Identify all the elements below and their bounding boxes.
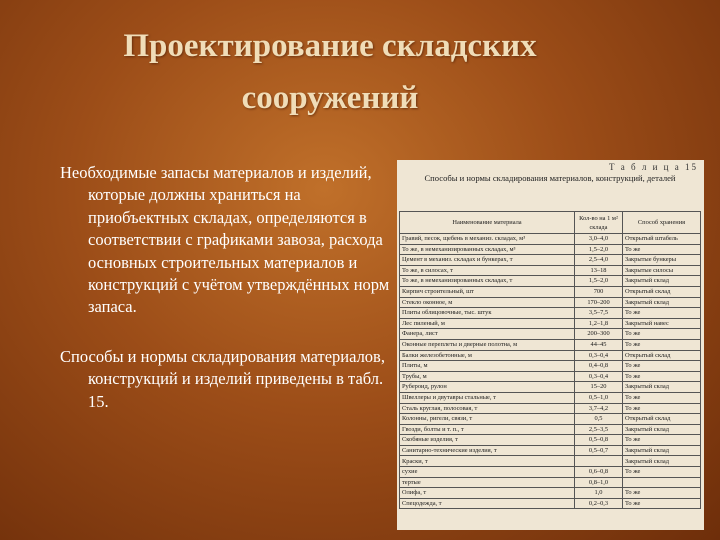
cell-storage-method: То же [623,371,701,382]
cell-material: Колонны, ригели, связи, т [400,414,575,425]
table-row [400,382,701,393]
cell-quantity: 170–200 [575,297,623,308]
title-line-2: сооружений [241,80,419,116]
cell-quantity: 0,6–0,8 [575,467,623,478]
cell-quantity: 0,5–1,0 [575,392,623,403]
cell-quantity: 13–18 [575,265,623,276]
table-row [400,350,701,361]
cell-storage-method: Закрытые бункеры [623,255,701,266]
cell-quantity: 0,8–1,0 [575,477,623,488]
cell-material: То же, в немеханизированных складах, т [400,276,575,287]
cell-storage-method: Открытый штабель [623,234,701,245]
cell-storage-method: То же [623,498,701,509]
cell-quantity: 0,2–0,3 [575,498,623,509]
cell-storage-method: Открытый склад [623,414,701,425]
cell-quantity: 1,5–2,0 [575,276,623,287]
cell-material: Плиты, м [400,361,575,372]
table-body [400,234,701,509]
cell-storage-method: То же [623,488,701,499]
cell-storage-method [623,477,701,488]
cell-quantity: 200–300 [575,329,623,340]
cell-quantity: 0,3–0,4 [575,371,623,382]
table-row [400,286,701,297]
body-text [60,162,390,440]
table-row [400,371,701,382]
cell-storage-method: То же [623,435,701,446]
cell-material: Лес пиленый, м [400,318,575,329]
header-storage-method: Способ хранения [623,212,701,234]
table-header-row [400,212,701,234]
cell-quantity: 3,5–7,5 [575,308,623,319]
cell-material: Скобяные изделия, т [400,435,575,446]
cell-material: То же, в силосах, т [400,265,575,276]
table-row [400,456,701,467]
table-row [400,318,701,329]
cell-material: Краски, т [400,456,575,467]
cell-quantity: 2,5–4,0 [575,255,623,266]
table-row [400,339,701,350]
table-row [400,276,701,287]
cell-storage-method: То же [623,339,701,350]
cell-storage-method: То же [623,392,701,403]
cell-quantity: 0,3–0,4 [575,350,623,361]
cell-storage-method: Закрытый склад [623,276,701,287]
table-row [400,308,701,319]
table-row [400,488,701,499]
cell-quantity: 2,5–3,5 [575,424,623,435]
cell-storage-method: Закрытый склад [623,445,701,456]
cell-quantity: 1,2–1,8 [575,318,623,329]
table-row [400,329,701,340]
table-row [400,424,701,435]
table-row [400,477,701,488]
cell-storage-method: То же [623,361,701,372]
cell-material: Гравий, песок, щебень в механиз. складах, м³ [400,234,575,245]
cell-material: Фанера, лист [400,329,575,340]
cell-material: Рубероид, рулон [400,382,575,393]
cell-quantity: 3,0–4,0 [575,234,623,245]
table-row [400,392,701,403]
cell-material: Спецодежда, т [400,498,575,509]
cell-material: Балки железобетонные, м [400,350,575,361]
table-row [400,445,701,456]
cell-quantity: 1,0 [575,488,623,499]
cell-material: Олифа, т [400,488,575,499]
cell-quantity: 0,5 [575,414,623,425]
cell-quantity: 44–45 [575,339,623,350]
header-material: Наименование материала [400,212,575,234]
cell-quantity: 700 [575,286,623,297]
cell-quantity: 0,5–0,8 [575,435,623,446]
cell-material: Стекло оконное, м [400,297,575,308]
cell-quantity: 1,5–2,0 [575,244,623,255]
cell-material: Оконные переплеты и дверные полотна, м [400,339,575,350]
cell-material: Швеллеры и двутавры стальные, т [400,392,575,403]
paragraph-1: Необходимые запасы материалов и изделий, которые должны храниться на приобъектных складах, определяются в соответствии с графиками завоза, расхода основных строительных материалов и конструкций с учётом утверждённых норм запаса. [60,163,390,317]
cell-material: Цемент в механиз. складах и бункерах, т [400,255,575,266]
table-image [397,160,704,530]
paragraph-2: Способы и нормы складирования материалов, конструкций и изделий приведены в табл. 15. [60,346,385,411]
table-caption: Способы и нормы складирования материалов, конструкций, деталей [424,173,676,183]
cell-storage-method: То же [623,467,701,478]
cell-storage-method: Закрытый склад [623,456,701,467]
cell-material: Кирпич строительный, шт [400,286,575,297]
cell-storage-method: Открытый склад [623,286,701,297]
table-number: Т а б л и ц а 15 [609,162,698,172]
cell-quantity [575,456,623,467]
table-row [400,297,701,308]
cell-storage-method: Закрытый склад [623,297,701,308]
table-row [400,265,701,276]
cell-quantity: 3,7–4,2 [575,403,623,414]
table-row [400,414,701,425]
cell-material: То же, в немеханизированных складах, м³ [400,244,575,255]
table-row [400,255,701,266]
table-row [400,234,701,245]
cell-material: Трубы, м [400,371,575,382]
cell-material: сухие [400,467,575,478]
title-line-1: Проектирование складских [123,28,537,64]
cell-storage-method: То же [623,308,701,319]
cell-quantity: 15–20 [575,382,623,393]
table-row [400,403,701,414]
cell-material: тертые [400,477,575,488]
cell-material: Гвозди, болты и т. п., т [400,424,575,435]
cell-material: Плиты облицовочные, тыс. штук [400,308,575,319]
cell-storage-method: Закрытый навес [623,318,701,329]
slide-title [60,20,600,124]
cell-material: Сталь круглая, полосовая, т [400,403,575,414]
table-row [400,435,701,446]
cell-storage-method: Закрытые силосы [623,265,701,276]
cell-storage-method: То же [623,329,701,340]
table-row [400,244,701,255]
header-quantity: Кол-во на 1 м² склада [575,212,623,234]
table-row [400,467,701,478]
cell-quantity: 0,5–0,7 [575,445,623,456]
cell-quantity: 0,4–0,8 [575,361,623,372]
cell-storage-method: Открытый склад [623,350,701,361]
cell-material: Санитарно-технические изделия, т [400,445,575,456]
storage-norms-table [399,211,701,509]
table-row [400,361,701,372]
cell-storage-method: Закрытый склад [623,424,701,435]
cell-storage-method: То же [623,244,701,255]
cell-storage-method: То же [623,403,701,414]
cell-storage-method: Закрытый склад [623,382,701,393]
table-row [400,498,701,509]
